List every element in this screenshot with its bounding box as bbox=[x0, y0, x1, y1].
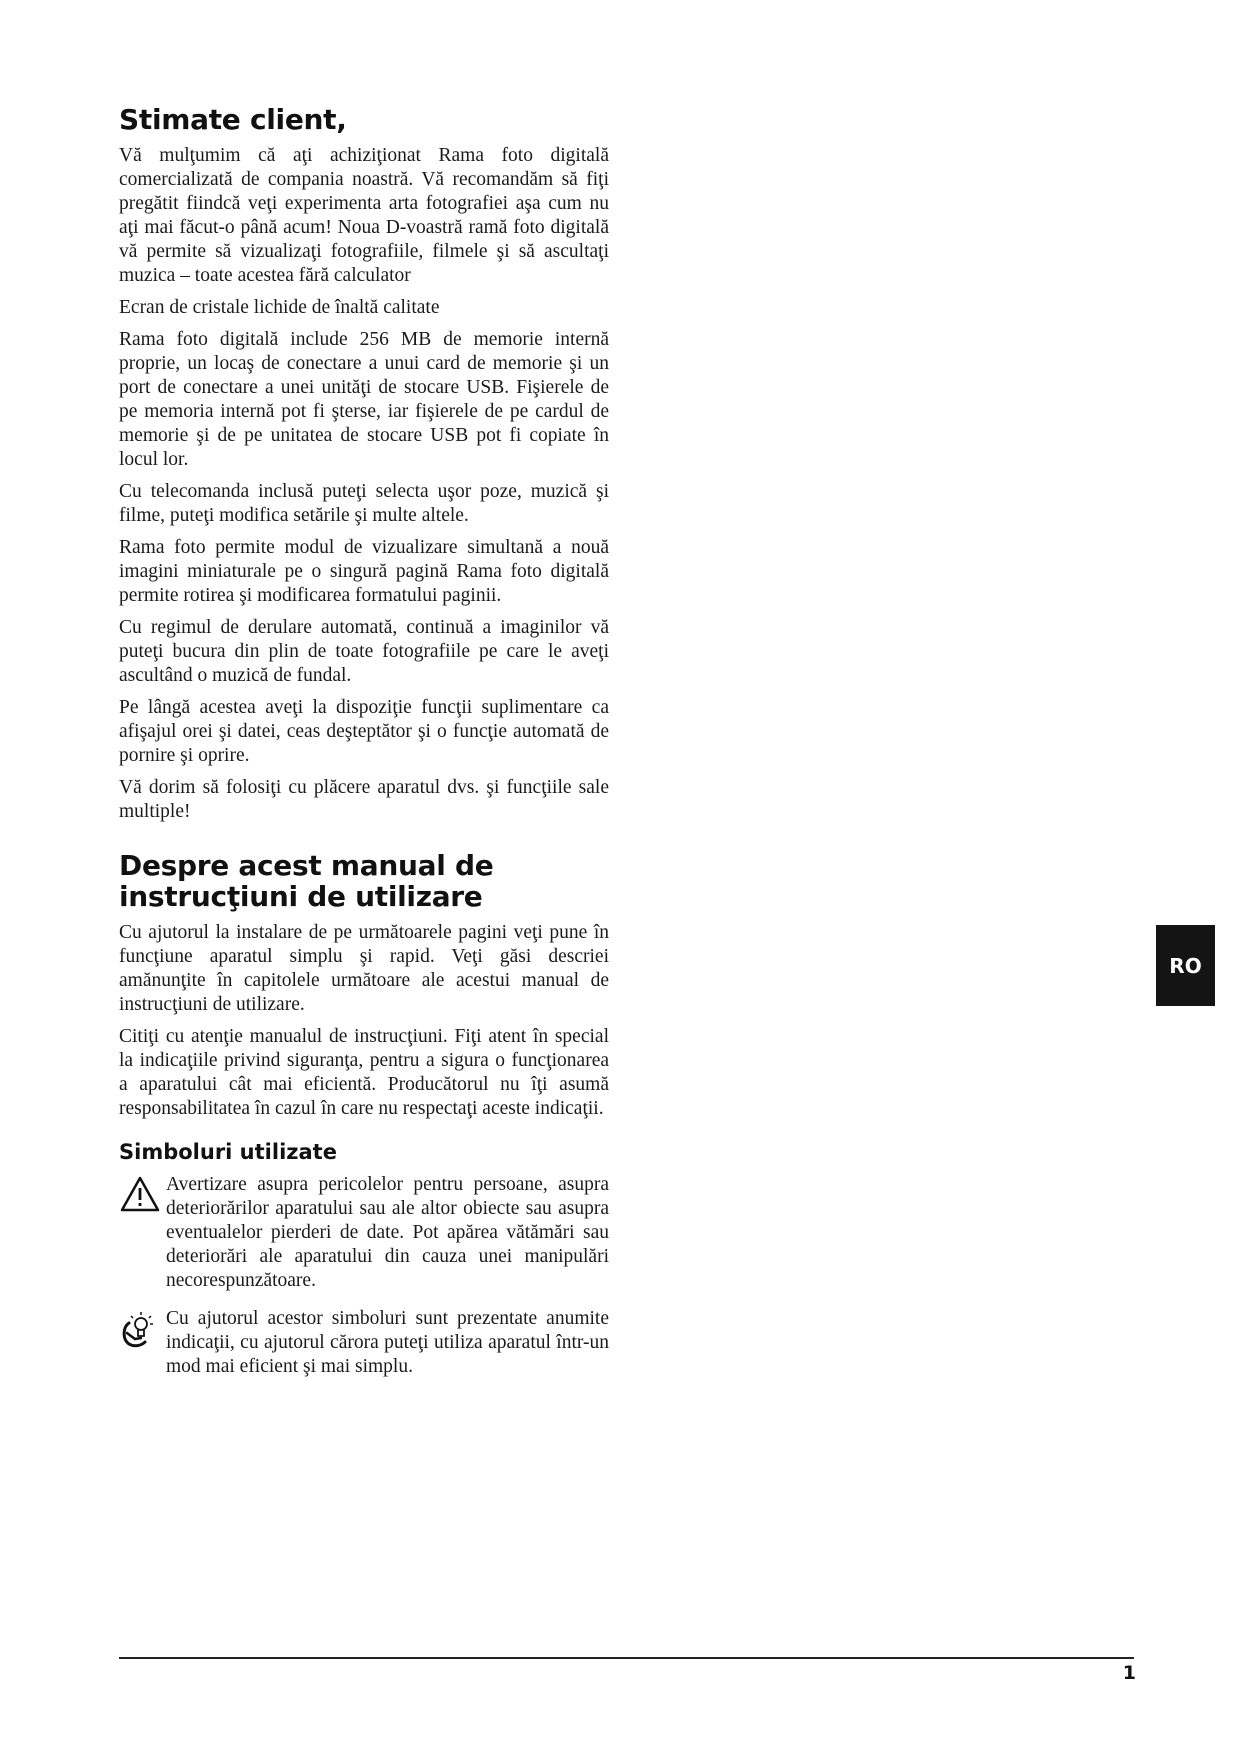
lightbulb-hand-icon bbox=[119, 1309, 161, 1349]
manual-heading-line1: Despre acest manual de bbox=[119, 849, 494, 882]
tip-symbol-block bbox=[119, 1307, 609, 1379]
symbols-heading: Simboluri utilizate bbox=[119, 1140, 337, 1164]
memory-paragraph: Rama foto digitală include 256 MB de memorie internă proprie, un locaş de conectare a unui card de memorie şi un port de conectare a unei unităţi de stocare USB. Fişierele de pe memoria internă pot fi şterse, iar fişierele de pe cardul de memorie şi de pe unitatea de stocare USB pot fi copiate în locul lor. bbox=[119, 329, 609, 470]
language-tab: RO bbox=[1156, 925, 1215, 1006]
slideshow-paragraph: Cu regimul de derulare automată, continuă a imaginilor vă puteţi bucura din plin de toate fotografiile pe care le aveţi ascultând o muzică de fundal. bbox=[119, 617, 609, 686]
footer-divider bbox=[119, 1657, 1134, 1659]
tip-text: Cu ajutorul acestor simboluri sunt prezentate anumite indicaţii, cu ajutorul cărora puteţi utiliza aparatul într-un mod mai eficient şi mai simplu. bbox=[166, 1308, 609, 1377]
greeting-heading: Stimate client, bbox=[119, 103, 347, 136]
thumbnail-paragraph: Rama foto permite modul de vizualizare simultană a nouă imagini miniaturale pe o singură pagină Rama foto digitală permite rotirea şi modificarea formatului paginii. bbox=[119, 537, 609, 606]
lcd-paragraph: Ecran de cristale lichide de înaltă calitate bbox=[119, 297, 440, 318]
closing-paragraph: Vă dorim să folosiţi cu plăcere aparatul dvs. şi funcţiile sale multiple! bbox=[119, 777, 609, 822]
manual-heading-line2: instrucţiuni de utilizare bbox=[119, 880, 483, 913]
manual-attention-paragraph: Citiţi cu atenţie manualul de instrucţiuni. Fiţi atent în special la indicaţiile privind siguranţa, pentru a sigura o funcţionarea a aparatului cât mai eficientă. Producătorul nu îţi asumă responsabilitatea în cazul în care nu respectaţi aceste indicaţii. bbox=[119, 1026, 609, 1119]
extra-functions-paragraph: Pe lângă acestea aveţi la dispoziţie funcţii suplimentare ca afişajul orei şi datei, ceas deşteptător şi o funcţie automată de pornire şi oprire. bbox=[119, 697, 609, 766]
warning-symbol-block bbox=[119, 1173, 609, 1293]
warning-text: Avertizare asupra pericolelor pentru persoane, asupra deteriorărilor aparatului sau ale altor obiecte sau asupra eventualelor pierderi de date. Pot apărea vătămări sau deteriorări ale aparatului din cauza unei manipulări necorespunzătoare. bbox=[166, 1174, 609, 1291]
intro-paragraph: Vă mulţumim că aţi achiziţionat Rama foto digitală comercializată de compania noastră. Vă recomandăm să fiţi pregătit fiindcă veţi experimenta arta fotografiei aşa cum nu aţi mai făcut-o până acum! Noua D-voastră ramă foto digitală vă permite să vizualizaţi fotografiile, filmele şi să ascultaţi muzica – toate acestea fără calculator bbox=[119, 145, 609, 286]
manual-intro-paragraph: Cu ajutorul la instalare de pe următoarele pagini veţi pune în funcţiune aparatul simplu şi rapid. Veţi găsi descriei amănunţite în capitolele următoare ale acestui manual de instrucţiuni de utilizare. bbox=[119, 922, 609, 1015]
manual-heading bbox=[119, 850, 609, 912]
main-column bbox=[119, 104, 609, 1393]
remote-paragraph: Cu telecomanda inclusă puteţi selecta uşor poze, muzică şi filme, puteţi modifica setările şi multe altele. bbox=[119, 481, 609, 526]
page-number: 1 bbox=[1122, 1662, 1136, 1684]
warning-triangle-icon bbox=[119, 1175, 161, 1215]
